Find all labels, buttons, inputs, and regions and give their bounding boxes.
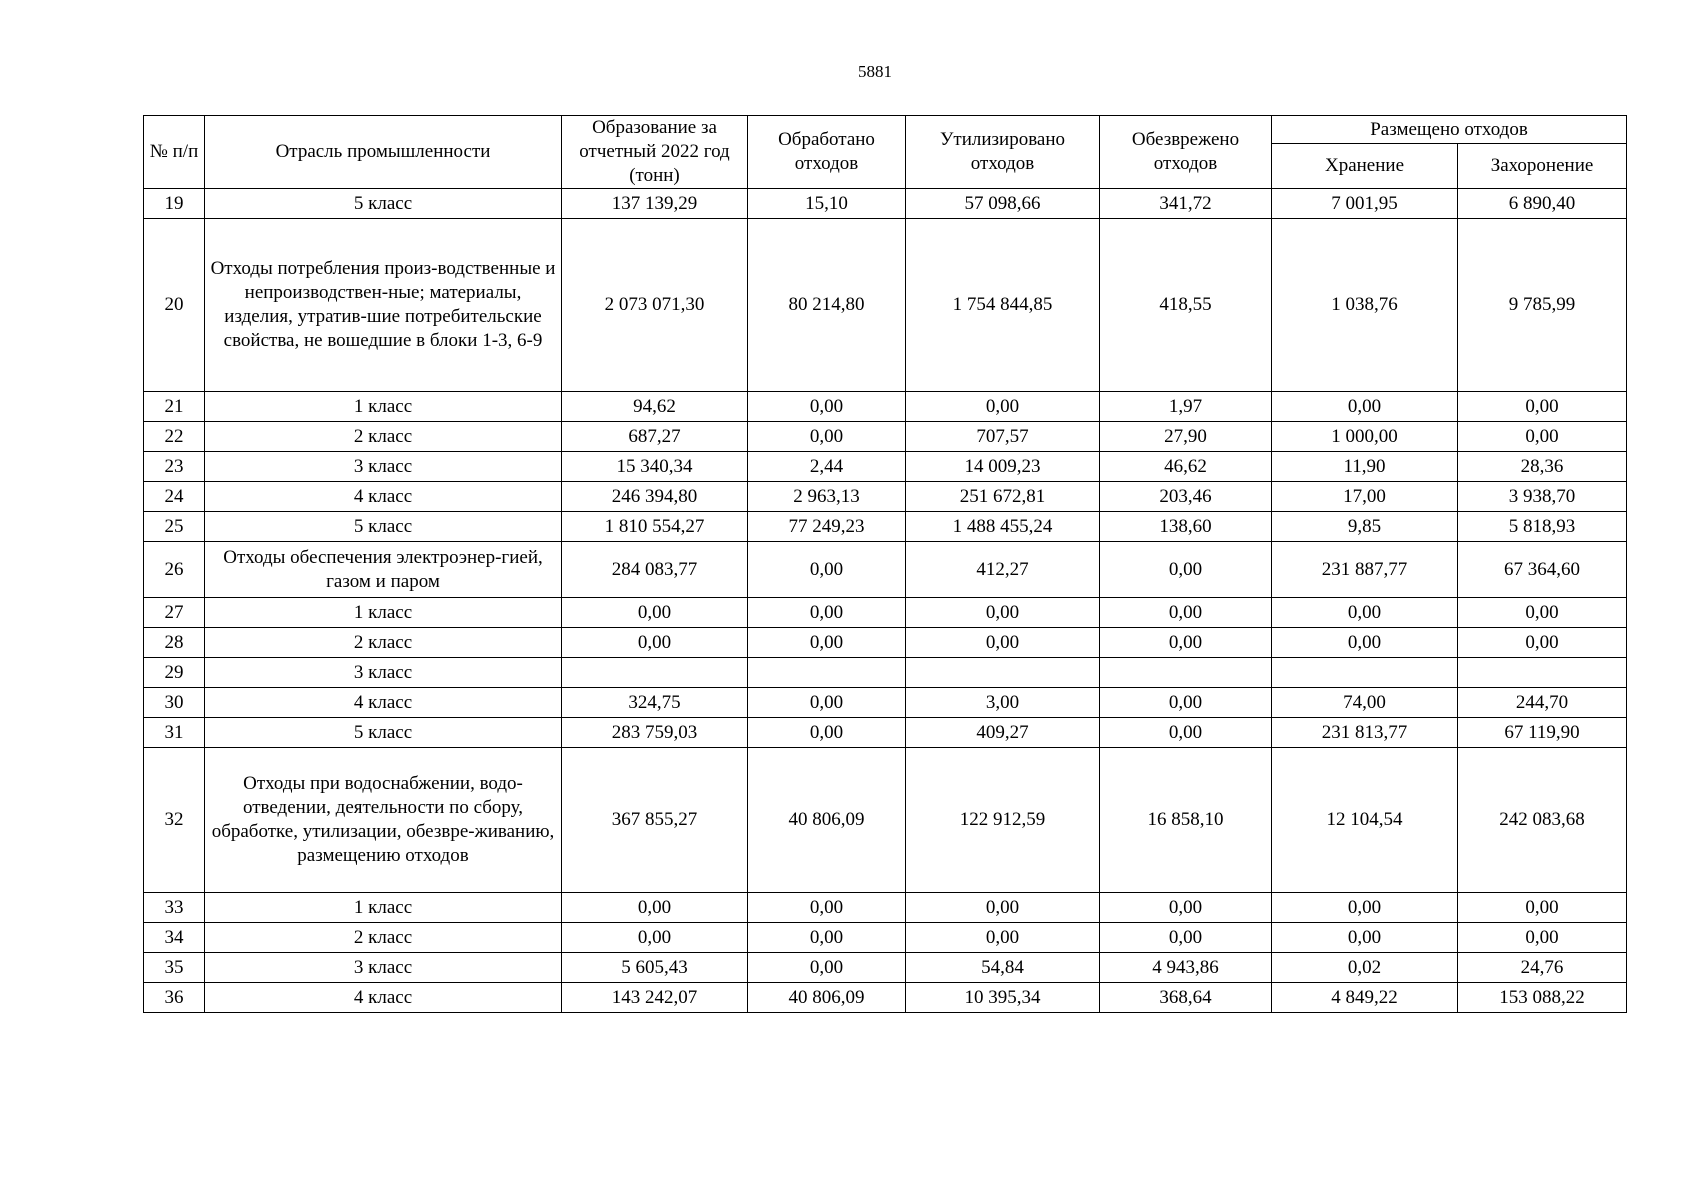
row-processed: 0,00	[748, 953, 906, 983]
header-processed: Обработано отходов	[748, 116, 906, 189]
row-utilized: 10 395,34	[906, 983, 1100, 1013]
row-neutralized: 0,00	[1100, 542, 1272, 598]
row-industry: 4 класс	[205, 983, 562, 1013]
row-formed: 324,75	[562, 688, 748, 718]
row-formed: 0,00	[562, 628, 748, 658]
header-storage: Хранение	[1272, 144, 1458, 189]
row-processed: 0,00	[748, 893, 906, 923]
table-row	[144, 482, 1627, 512]
row-storage: 0,00	[1272, 628, 1458, 658]
row-storage	[1272, 658, 1458, 688]
row-storage: 0,00	[1272, 598, 1458, 628]
row-burial: 5 818,93	[1458, 512, 1627, 542]
row-burial: 0,00	[1458, 392, 1627, 422]
row-industry: Отходы обеспечения электроэнер-гией, газом и паром	[205, 542, 562, 598]
row-neutralized: 46,62	[1100, 452, 1272, 482]
row-industry: 4 класс	[205, 688, 562, 718]
row-utilized: 122 912,59	[906, 748, 1100, 893]
table-row	[144, 422, 1627, 452]
table-row	[144, 893, 1627, 923]
row-burial: 0,00	[1458, 422, 1627, 452]
row-number: 23	[144, 452, 205, 482]
row-formed: 1 810 554,27	[562, 512, 748, 542]
row-utilized: 251 672,81	[906, 482, 1100, 512]
table-row	[144, 953, 1627, 983]
row-neutralized: 4 943,86	[1100, 953, 1272, 983]
row-industry: 2 класс	[205, 923, 562, 953]
row-neutralized: 0,00	[1100, 598, 1272, 628]
row-formed: 2 073 071,30	[562, 219, 748, 392]
row-utilized: 14 009,23	[906, 452, 1100, 482]
row-burial: 9 785,99	[1458, 219, 1627, 392]
row-storage: 4 849,22	[1272, 983, 1458, 1013]
header-burial: Захоронение	[1458, 144, 1627, 189]
row-neutralized: 418,55	[1100, 219, 1272, 392]
row-number: 33	[144, 893, 205, 923]
row-neutralized: 138,60	[1100, 512, 1272, 542]
table-row	[144, 748, 1627, 893]
row-storage: 231 887,77	[1272, 542, 1458, 598]
row-utilized: 707,57	[906, 422, 1100, 452]
row-storage: 11,90	[1272, 452, 1458, 482]
row-utilized: 1 754 844,85	[906, 219, 1100, 392]
row-processed: 0,00	[748, 718, 906, 748]
row-number: 21	[144, 392, 205, 422]
row-burial: 0,00	[1458, 598, 1627, 628]
row-industry: Отходы потребления произ-водственные и непроизводствен-ные; материалы, изделия, утратив-шие потребительские свойства, не вошедшие в блоки 1-3, 6-9	[205, 219, 562, 392]
row-industry: 4 класс	[205, 482, 562, 512]
row-processed: 0,00	[748, 688, 906, 718]
row-number: 35	[144, 953, 205, 983]
row-formed: 94,62	[562, 392, 748, 422]
row-processed: 40 806,09	[748, 983, 906, 1013]
row-neutralized: 1,97	[1100, 392, 1272, 422]
row-number: 32	[144, 748, 205, 893]
header-utilized: Утилизировано отходов	[906, 116, 1100, 189]
row-processed: 15,10	[748, 189, 906, 219]
row-processed: 0,00	[748, 923, 906, 953]
row-utilized: 3,00	[906, 688, 1100, 718]
row-utilized: 0,00	[906, 392, 1100, 422]
row-formed: 0,00	[562, 893, 748, 923]
row-burial: 6 890,40	[1458, 189, 1627, 219]
row-number: 34	[144, 923, 205, 953]
page-number: 5881	[858, 62, 892, 81]
row-industry: 2 класс	[205, 422, 562, 452]
table-row	[144, 542, 1627, 598]
row-industry: 5 класс	[205, 189, 562, 219]
row-formed	[562, 658, 748, 688]
row-storage: 0,00	[1272, 893, 1458, 923]
row-utilized: 0,00	[906, 923, 1100, 953]
row-neutralized: 203,46	[1100, 482, 1272, 512]
table-row	[144, 658, 1627, 688]
row-number: 24	[144, 482, 205, 512]
row-formed: 367 855,27	[562, 748, 748, 893]
row-storage: 0,02	[1272, 953, 1458, 983]
row-industry: 3 класс	[205, 452, 562, 482]
row-neutralized: 16 858,10	[1100, 748, 1272, 893]
row-burial: 0,00	[1458, 628, 1627, 658]
row-industry: 3 класс	[205, 953, 562, 983]
row-neutralized: 0,00	[1100, 718, 1272, 748]
table-row	[144, 189, 1627, 219]
row-utilized	[906, 658, 1100, 688]
row-utilized: 409,27	[906, 718, 1100, 748]
table-row	[144, 219, 1627, 392]
table-row	[144, 452, 1627, 482]
row-number: 27	[144, 598, 205, 628]
row-storage: 9,85	[1272, 512, 1458, 542]
row-burial: 242 083,68	[1458, 748, 1627, 893]
waste-table	[143, 115, 1627, 1013]
row-storage: 1 038,76	[1272, 219, 1458, 392]
row-processed: 2,44	[748, 452, 906, 482]
row-neutralized: 0,00	[1100, 628, 1272, 658]
row-number: 31	[144, 718, 205, 748]
row-burial	[1458, 658, 1627, 688]
row-formed: 284 083,77	[562, 542, 748, 598]
table-row	[144, 718, 1627, 748]
row-neutralized: 27,90	[1100, 422, 1272, 452]
row-formed: 0,00	[562, 923, 748, 953]
row-industry: Отходы при водоснабжении, водо-отведении, деятельности по сбору, обработке, утилизации, обезвре-живанию, размещению отходов	[205, 748, 562, 893]
row-number: 26	[144, 542, 205, 598]
row-storage: 0,00	[1272, 392, 1458, 422]
row-storage: 1 000,00	[1272, 422, 1458, 452]
header-industry: Отрасль промышленности	[205, 116, 562, 189]
row-formed: 246 394,80	[562, 482, 748, 512]
row-utilized: 54,84	[906, 953, 1100, 983]
row-neutralized: 0,00	[1100, 688, 1272, 718]
row-formed: 283 759,03	[562, 718, 748, 748]
table-row	[144, 628, 1627, 658]
table-row	[144, 598, 1627, 628]
row-processed: 80 214,80	[748, 219, 906, 392]
row-burial: 0,00	[1458, 893, 1627, 923]
row-processed: 40 806,09	[748, 748, 906, 893]
row-storage: 12 104,54	[1272, 748, 1458, 893]
row-neutralized: 368,64	[1100, 983, 1272, 1013]
row-industry: 2 класс	[205, 628, 562, 658]
row-number: 29	[144, 658, 205, 688]
row-formed: 15 340,34	[562, 452, 748, 482]
row-industry: 3 класс	[205, 658, 562, 688]
row-storage: 231 813,77	[1272, 718, 1458, 748]
row-neutralized: 0,00	[1100, 923, 1272, 953]
row-processed: 0,00	[748, 422, 906, 452]
table-row	[144, 392, 1627, 422]
row-storage: 0,00	[1272, 923, 1458, 953]
header-formed: Образование за отчетный 2022 год (тонн)	[562, 116, 748, 189]
row-storage: 17,00	[1272, 482, 1458, 512]
row-processed: 2 963,13	[748, 482, 906, 512]
row-utilized: 1 488 455,24	[906, 512, 1100, 542]
row-burial: 3 938,70	[1458, 482, 1627, 512]
row-utilized: 412,27	[906, 542, 1100, 598]
row-utilized: 0,00	[906, 598, 1100, 628]
row-processed: 0,00	[748, 628, 906, 658]
row-utilized: 0,00	[906, 893, 1100, 923]
row-industry: 1 класс	[205, 598, 562, 628]
row-number: 25	[144, 512, 205, 542]
row-formed: 137 139,29	[562, 189, 748, 219]
row-formed: 5 605,43	[562, 953, 748, 983]
row-burial: 0,00	[1458, 923, 1627, 953]
row-number: 36	[144, 983, 205, 1013]
row-industry: 5 класс	[205, 718, 562, 748]
table-row	[144, 688, 1627, 718]
table-row	[144, 512, 1627, 542]
row-processed: 77 249,23	[748, 512, 906, 542]
row-utilized: 57 098,66	[906, 189, 1100, 219]
row-burial: 24,76	[1458, 953, 1627, 983]
row-number: 30	[144, 688, 205, 718]
header-placed: Размещено отходов	[1272, 116, 1627, 144]
row-neutralized	[1100, 658, 1272, 688]
row-processed	[748, 658, 906, 688]
row-industry: 1 класс	[205, 392, 562, 422]
row-formed: 143 242,07	[562, 983, 748, 1013]
row-processed: 0,00	[748, 598, 906, 628]
row-neutralized: 0,00	[1100, 893, 1272, 923]
row-storage: 74,00	[1272, 688, 1458, 718]
row-number: 28	[144, 628, 205, 658]
row-processed: 0,00	[748, 542, 906, 598]
header-num: № п/п	[144, 116, 205, 189]
row-burial: 67 364,60	[1458, 542, 1627, 598]
row-formed: 687,27	[562, 422, 748, 452]
row-number: 22	[144, 422, 205, 452]
header-neutralized: Обезврежено отходов	[1100, 116, 1272, 189]
row-burial: 153 088,22	[1458, 983, 1627, 1013]
row-industry: 1 класс	[205, 893, 562, 923]
row-processed: 0,00	[748, 392, 906, 422]
row-number: 19	[144, 189, 205, 219]
row-burial: 28,36	[1458, 452, 1627, 482]
row-number: 20	[144, 219, 205, 392]
table-row	[144, 983, 1627, 1013]
row-burial: 67 119,90	[1458, 718, 1627, 748]
row-utilized: 0,00	[906, 628, 1100, 658]
table-row	[144, 923, 1627, 953]
row-storage: 7 001,95	[1272, 189, 1458, 219]
row-formed: 0,00	[562, 598, 748, 628]
row-neutralized: 341,72	[1100, 189, 1272, 219]
row-industry: 5 класс	[205, 512, 562, 542]
row-burial: 244,70	[1458, 688, 1627, 718]
